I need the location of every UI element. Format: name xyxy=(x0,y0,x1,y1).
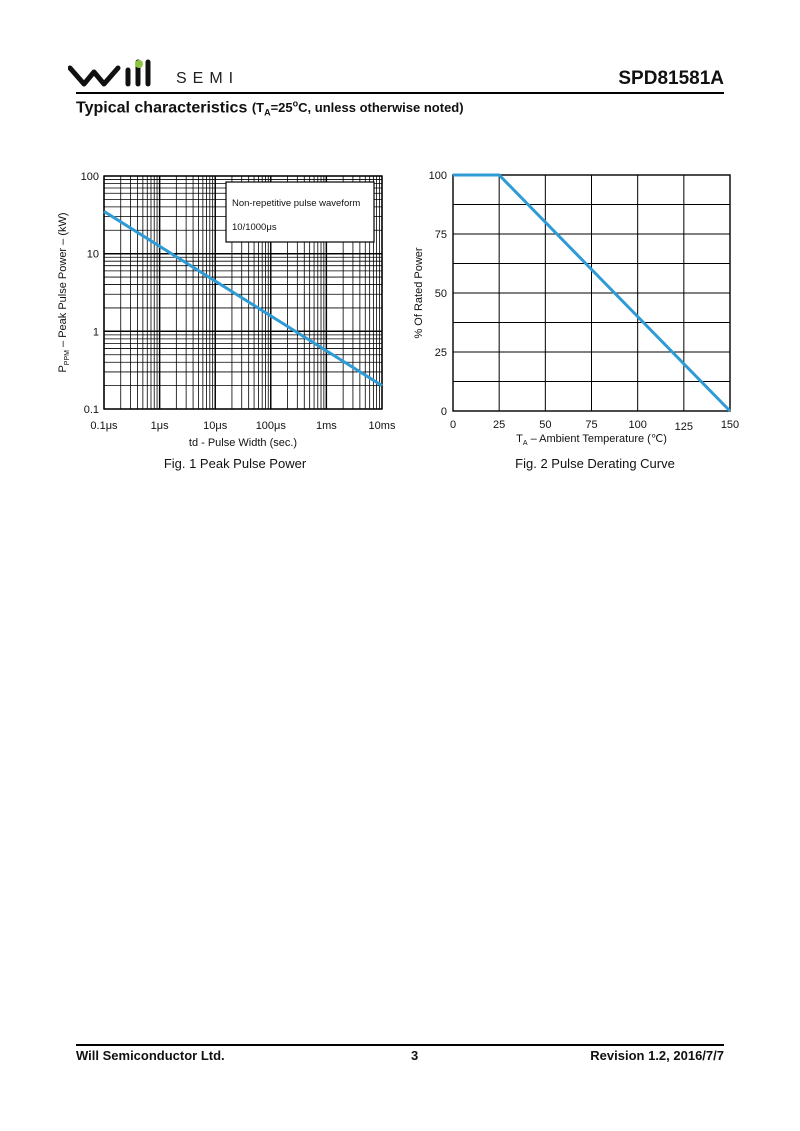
fig1-x-tick-label: 10ms xyxy=(368,420,396,432)
fig2-caption: Fig. 2 Pulse Derating Curve xyxy=(515,456,675,471)
fig1-legend-line: 10/1000μs xyxy=(232,222,277,233)
footer-page-number: 3 xyxy=(411,1048,419,1063)
section-title xyxy=(76,99,464,118)
logo-accent-dot xyxy=(135,60,143,68)
fig2-y-axis-label: % Of Rated Power xyxy=(413,247,425,339)
pulse-derating-chart xyxy=(408,160,748,455)
fig1-y-tick-label: 1 xyxy=(92,326,99,339)
footer-revision: Revision 1.2, 2016/7/7 xyxy=(590,1048,724,1063)
fig1-legend-box xyxy=(226,182,374,242)
fig2-x-tick-label: 125 xyxy=(674,421,694,433)
fig1-x-tick-label: 0.1μs xyxy=(90,420,118,432)
fig1-y-axis-label: $P_{PPM}$ – Peak Pulse Power – (kW) xyxy=(57,212,71,373)
fig2-x-axis-label: $T_A$ – Ambient Temperature (℃) xyxy=(516,433,667,447)
brand-word: SEMI xyxy=(176,70,240,87)
fig2-x-tick-label: 25 xyxy=(493,419,506,431)
fig2-y-tick-label: 25 xyxy=(434,347,447,359)
fig1-legend-line: Non-repetitive pulse waveform xyxy=(232,198,361,209)
fig2-x-tick-label: 150 xyxy=(720,419,740,431)
fig1-x-axis-label: td - Pulse Width (sec.) xyxy=(188,437,298,449)
footer-rule xyxy=(76,1044,724,1046)
fig2-x-tick-label: 50 xyxy=(539,419,552,431)
fig1-x-tick-label: 100μs xyxy=(255,420,286,432)
section-title-text: Typical characteristics xyxy=(76,99,248,117)
fig2-y-tick-label: 75 xyxy=(434,229,447,241)
fig1-x-tick-label: 10μs xyxy=(203,420,228,432)
fig2-y-tick-label: 0 xyxy=(440,406,447,418)
fig1-caption: Fig. 1 Peak Pulse Power xyxy=(163,456,307,471)
fig1-y-tick-label: 10 xyxy=(86,248,99,261)
fig2-x-tick-label: 100 xyxy=(628,419,647,431)
fig1-x-tick-label: 1μs xyxy=(150,420,169,432)
fig2-x-tick-label: 0 xyxy=(449,419,457,431)
part-number: SPD81581A xyxy=(618,68,724,89)
fig1-x-tick-label: 1ms xyxy=(316,420,337,432)
fig2-y-tick-label: 100 xyxy=(428,170,447,182)
peak-pulse-power-chart xyxy=(50,160,410,455)
header-rule xyxy=(76,92,724,94)
fig1-y-tick-label: 100 xyxy=(80,171,99,183)
fig2-y-tick-label: 50 xyxy=(434,288,447,300)
fig2-x-tick-label: 75 xyxy=(585,419,598,431)
footer-company: Will Semiconductor Ltd. xyxy=(76,1048,225,1063)
section-condition: ($T_A=25^oC$, unless otherwise noted) xyxy=(251,99,464,118)
fig1-y-tick-label: 0.1 xyxy=(83,404,99,416)
